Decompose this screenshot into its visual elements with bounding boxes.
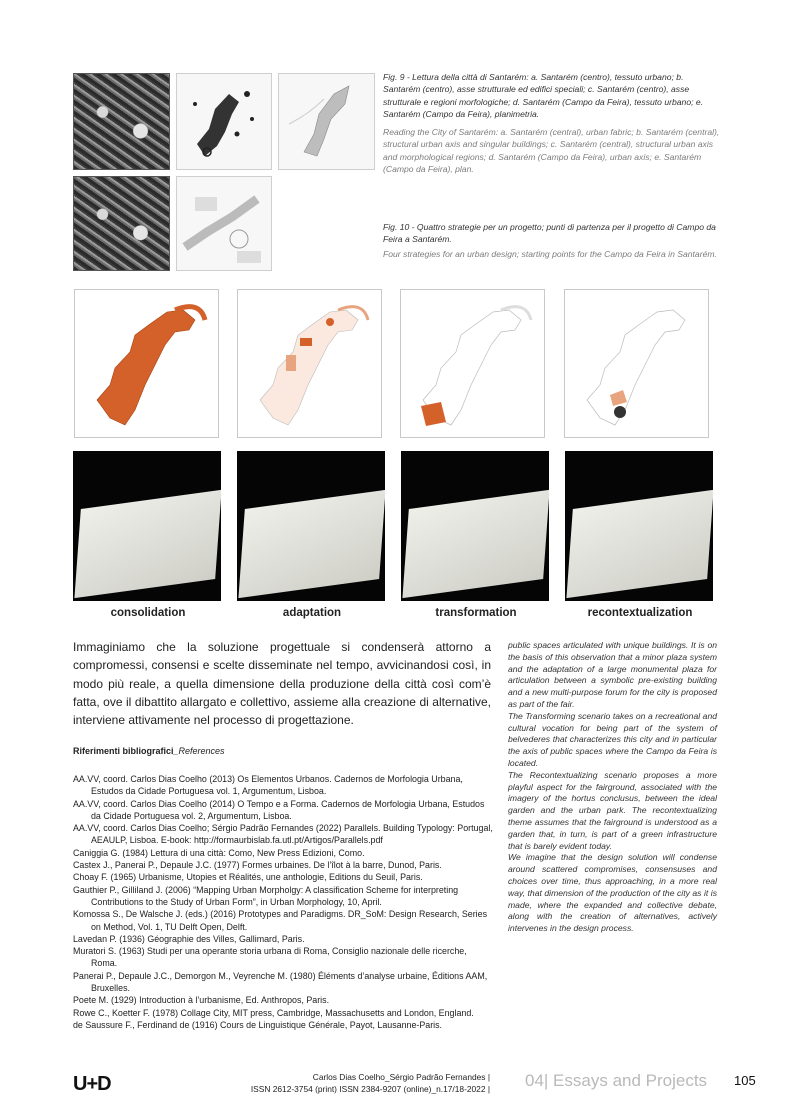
section-title: 04| Essays and Projects [525,1071,708,1090]
strategy-plan-adaptation [237,289,382,438]
strategy-label-consolidation: consolidation [110,607,186,619]
strategy-label-transformation: transformation [435,607,517,619]
reference-item: Poete M. (1929) Introduction à l’urbanisme, Ed. Anthropos, Paris. [73,995,330,1006]
footer-issn: ISSN 2612-3754 (print) ISSN 2384-9207 (online)_n.17/18-2022 | [250,1084,490,1094]
figure-9d-aerial-photo [73,176,170,271]
figure-10-caption-english: Four strategies for an urban design; starting points for the Campo da Feira in Santarém. [383,249,717,259]
figure-10-caption-italian: Fig. 10 - Quattro strategie per un progetto; punti di partenza per il progetto di Campo da Feira a Santarém. [383,222,716,245]
page-number: 105 [734,1073,756,1088]
figure-9e-campo-da-feira-plan [176,176,272,271]
model-photo-consolidation [73,451,221,601]
reference-item: AA.VV, coord. Carlos Dias Coelho (2014) O Tempo e a Forma. Cadernos de Morfologia Urbana, Estudos da Cidade Portuguesa vol. 2, Argumentum, Lisboa. [73,798,485,821]
reference-item: Caniggia G. (1984) Lettura di una città: Como, New Press Edizioni, Como. [73,847,365,858]
body-text-english-column [508,640,717,935]
english-paragraph: The Transforming scenario takes on a recreational and cultural vocation for being part of the system of belvederes that characterizes this city and in particular the axis of public spaces where the Campo da Feira is located. [508,710,717,768]
reference-item: Panerai P., Depaule J.C., Demorgon M., Veyrenche M. (1980) Éléments d’analyse urbaine, Éditions AAM, Bruxelles. [73,970,488,994]
model-photo-recontextualization [565,451,713,601]
reference-item: Komossa S., De Walsche J. (eds.) (2016) Prototypes and Paradigms. DR_SoM: Design Research, Series on Method, Vol. 1, TU Delft Open, Delft. [73,909,488,932]
reference-item: Castex J., Panerai P., Depaule J.C. (1977) Formes urbaines. De l’îlot à la barre, Dunod, Paris. [73,860,442,871]
figure-9c-morphological-regions [278,73,375,170]
footer-citation [180,1071,490,1095]
reference-item: Rowe C., Koetter F. (1978) Collage City, MIT press, Cambridge, Massachusetts and London, England. [73,1007,474,1018]
strategy-plan-consolidation [74,289,219,438]
model-photo-transformation [401,451,549,601]
references-heading [73,746,225,756]
references-title-en: _References [173,746,225,756]
reference-item: Gauthier P., Gilliland J. (2006) “Mapping Urban Morpholgy: A classification Scheme for interpreting Contributions to the Study of Urban Form”, in Urban Morphology, 10, April. [73,884,459,907]
strategy-label-recontextualization: recontextualization [587,607,693,619]
english-paragraph: The Recontextualizing scenario proposes a more playful aspect for the fairground, associated with the imagery of the hortus conclusus, between the ideal garden and the urban park. The recontextualizing theme assumes that the fairground is understood as a garden that, in turn, is part of a green infrastructure that is barely evident today. [508,769,717,851]
model-photo-adaptation [237,451,385,601]
references-title: Riferimenti bibliografici [73,746,174,756]
english-paragraph: We imagine that the design solution will condense around scattered compromises, consensuses and choices over time, thus approaching, in a more real way, that dimension of the production of the city as it is made, where the expanded and collective debate, along with the creation of alternatives, actively intervenes in the design process. [508,852,717,934]
body-text-italian: Immaginiamo che la soluzione progettuale si condenserà attorno a compromessi, consensi e scelte disseminate nel tempo, avvicinandosi così, in modo più reale, a quella dimensione della produzione della città così com’è fatta, ove il dibattito allargato e collettivo, assieme alla creazione di alternative, interviene attivamente nel processo di progettazione. [73,640,491,728]
journal-logo: U+D [73,1073,111,1095]
references-list [73,773,493,1031]
reference-item: Muratori S. (1963) Studi per una operante storia urbana di Roma, Consiglio nazionale delle ricerche, Roma. [73,946,467,969]
strategy-label-adaptation: adaptation [282,607,342,619]
figure-9-caption-english: Reading the City of Santarém: a. Santarém (central), urban fabric; b. Santarém (central), structural urban axis and singular buildings; c. Santarém (central), structural urban axis and morphological regions; d. Santarém (Campo da Feira), urban axis; e. Santarém (Campo da Feira), plan. [383,127,720,175]
figure-9a-aerial-photo [73,73,170,170]
strategy-plan-transformation [400,289,545,438]
footer-authors: Carlos Dias Coelho_Sérgio Padrão Fernandes | [312,1072,490,1082]
reference-item: AA.VV, coord. Carlos Dias Coelho (2013) Os Elementos Urbanos. Cadernos de Morfologia Urbana, Estudos da Cidade Portuguesa vol. 1, Argumentum, Lisboa. [73,774,463,797]
strategy-plan-recontextualization [564,289,709,438]
english-paragraph: public spaces articulated with unique buildings. It is on the basis of this observation that a minor plaza system and the adaptation of a large monumental plaza for articulation between a symbolic pre-existing building and a new multi-purpose forum for the city is proposed as part of the fair. [508,640,717,709]
figure-9-caption-italian: Fig. 9 - Lettura della città di Santarém: a. Santarém (centro), tessuto urbano; b. Santarém (centro), asse strutturale ed edifici speciali; c. Santarém (centro), asse strutturale e regioni morfologiche; d. Santarém (Campo da Feira), tessuto urbano; e. Santarém (Campo da Feira), planimetria. [383,72,704,120]
reference-item: de Saussure F., Ferdinand de (1916) Cours de Linguistique Générale, Payot, Lausanne-Paris. [73,1019,443,1030]
reference-item[interactable]: AA.VV, coord. Carlos Dias Coelho; Sérgio Padrão Fernandes (2022) Parallels. Building Typology: Portugal, AEAULP, Lisboa. E-book: http://formaurbislab.fa.utl.pt/Artigos/Parallels.pdf [73,823,493,846]
figure-9b-axis-plan [176,73,272,170]
reference-item: Choay F. (1965) Urbanisme, Utopies et Réalités, une anthologie, Editions du Seuil, Paris. [73,872,423,883]
reference-item: Lavedan P. (1936) Géographie des Villes, Gallimard, Paris. [73,933,305,944]
